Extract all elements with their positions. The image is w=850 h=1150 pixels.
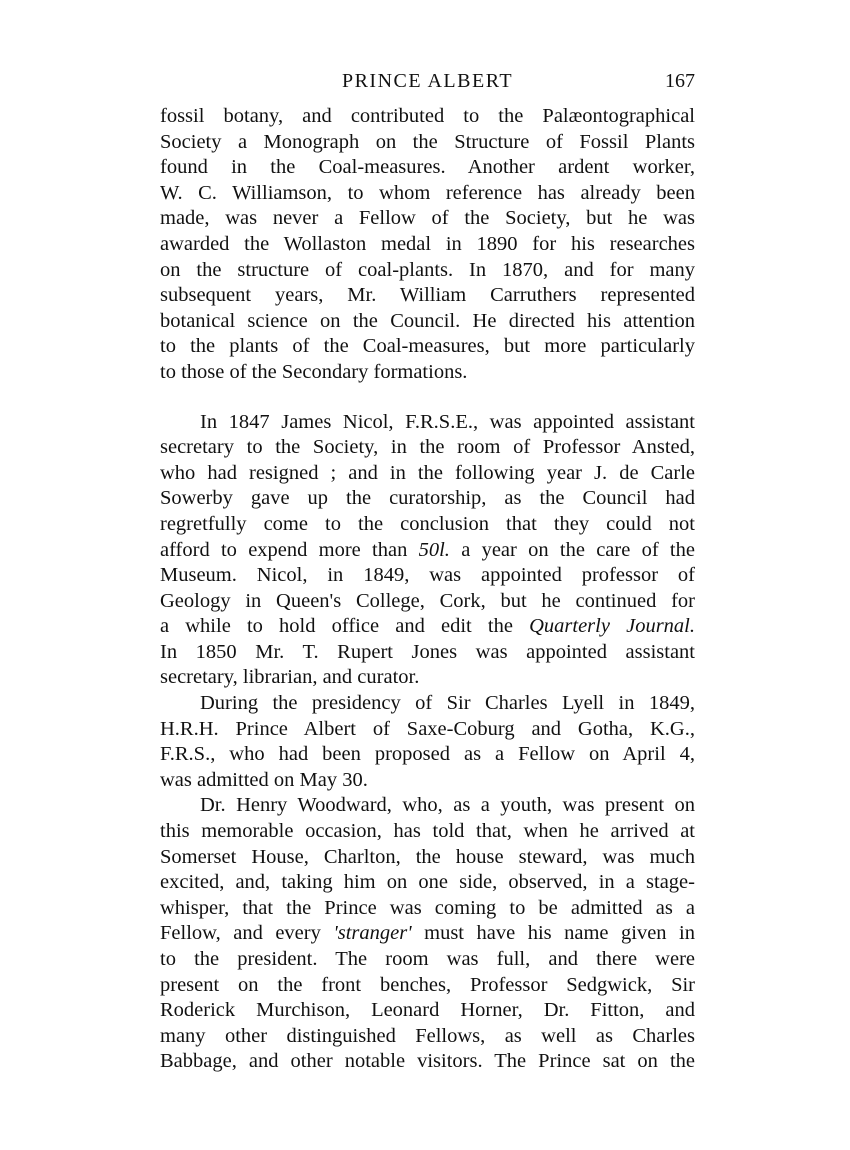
text-line: Dr. Henry Woodward, who, as a youth, was present on	[200, 794, 695, 817]
text-line: Fellow, and every 'stranger' must have his name given in	[160, 922, 695, 945]
text-line: fossil botany, and contributed to the Palæontographical	[160, 105, 695, 127]
text-line: this memorable occasion, has told that, when he arrived at	[160, 820, 695, 843]
text-line: to the plants of the Coal-measures, but more particularly	[160, 335, 695, 358]
text-line: Roderick Murchison, Leonard Horner, Dr. Fitton, and	[160, 999, 695, 1022]
text-line: a while to hold office and edit the Quarterly Journal.	[160, 615, 695, 638]
text-line: Sowerby gave up the curatorship, as the Council had	[160, 487, 695, 510]
text-line: on the structure of coal-plants. In 1870, and for many	[160, 258, 695, 281]
text-line: to the president. The room was full, and there were	[160, 948, 695, 970]
text-line: Museum. Nicol, in 1849, was appointed professor of	[160, 564, 695, 587]
text-line: Geology in Queen's College, Cork, but he continued for	[160, 589, 695, 612]
text-line: made, was never a Fellow of the Society, but he was	[160, 207, 695, 230]
text-line: W. C. Williamson, to whom reference has already been	[160, 181, 695, 204]
paragraph-1	[160, 104, 695, 386]
text-line: subsequent years, Mr. William Carruthers represented	[160, 284, 695, 307]
text-line: Somerset House, Charlton, the house steward, was much	[160, 845, 695, 868]
text-line: Babbage, and other notable visitors. The Prince sat on the	[160, 1050, 695, 1073]
text-line: F.R.S., who had been proposed as a Fellow on April 4,	[160, 743, 695, 766]
text-line: present on the front benches, Professor Sedgwick, Sir	[160, 973, 695, 996]
text-line: afford to expend more than 50l. a year on the care of the	[160, 538, 695, 561]
text-line: Society a Monograph on the Structure of Fossil Plants	[160, 130, 695, 153]
running-title: PRINCE ALBERT	[341, 70, 514, 92]
text-line: many other distinguished Fellows, as well as Charles	[160, 1024, 695, 1047]
text-line: In 1850 Mr. T. Rupert Jones was appointed assistant	[160, 640, 695, 663]
text-line: was admitted on May 30.	[160, 768, 368, 791]
text-line: regretfully come to the conclusion that they could not	[160, 512, 695, 535]
text-line: excited, and, taking him on one side, observed, in a stage-	[160, 871, 695, 894]
running-head	[160, 64, 695, 104]
text-line: In 1847 James Nicol, F.R.S.E., was appointed assistant	[200, 410, 695, 433]
text-line: During the presidency of Sir Charles Lyell in 1849,	[200, 692, 695, 715]
text-line: secretary, librarian, and curator.	[160, 666, 420, 689]
text-line: botanical science on the Council. He directed his attention	[160, 309, 695, 332]
book-page	[160, 64, 695, 1075]
page-number: 167	[665, 70, 695, 92]
text-line: found in the Coal-measures. Another ardent worker,	[160, 156, 695, 179]
paragraph-2	[160, 410, 695, 692]
text-line: H.R.H. Prince Albert of Saxe-Coburg and Gotha, K.G.,	[160, 717, 695, 740]
paragraph-4	[160, 793, 695, 1075]
text-line: who had resigned ; and in the following year J. de Carle	[160, 461, 695, 484]
text-line: secretary to the Society, in the room of Professor Ansted,	[160, 436, 695, 459]
text-line: awarded the Wollaston medal in 1890 for his researches	[160, 232, 695, 255]
body-text	[160, 104, 695, 1075]
text-line: to those of the Secondary formations.	[160, 360, 468, 383]
section-gap	[160, 386, 695, 410]
paragraph-3	[160, 691, 695, 793]
text-line: whisper, that the Prince was coming to be admitted as a	[160, 896, 695, 919]
